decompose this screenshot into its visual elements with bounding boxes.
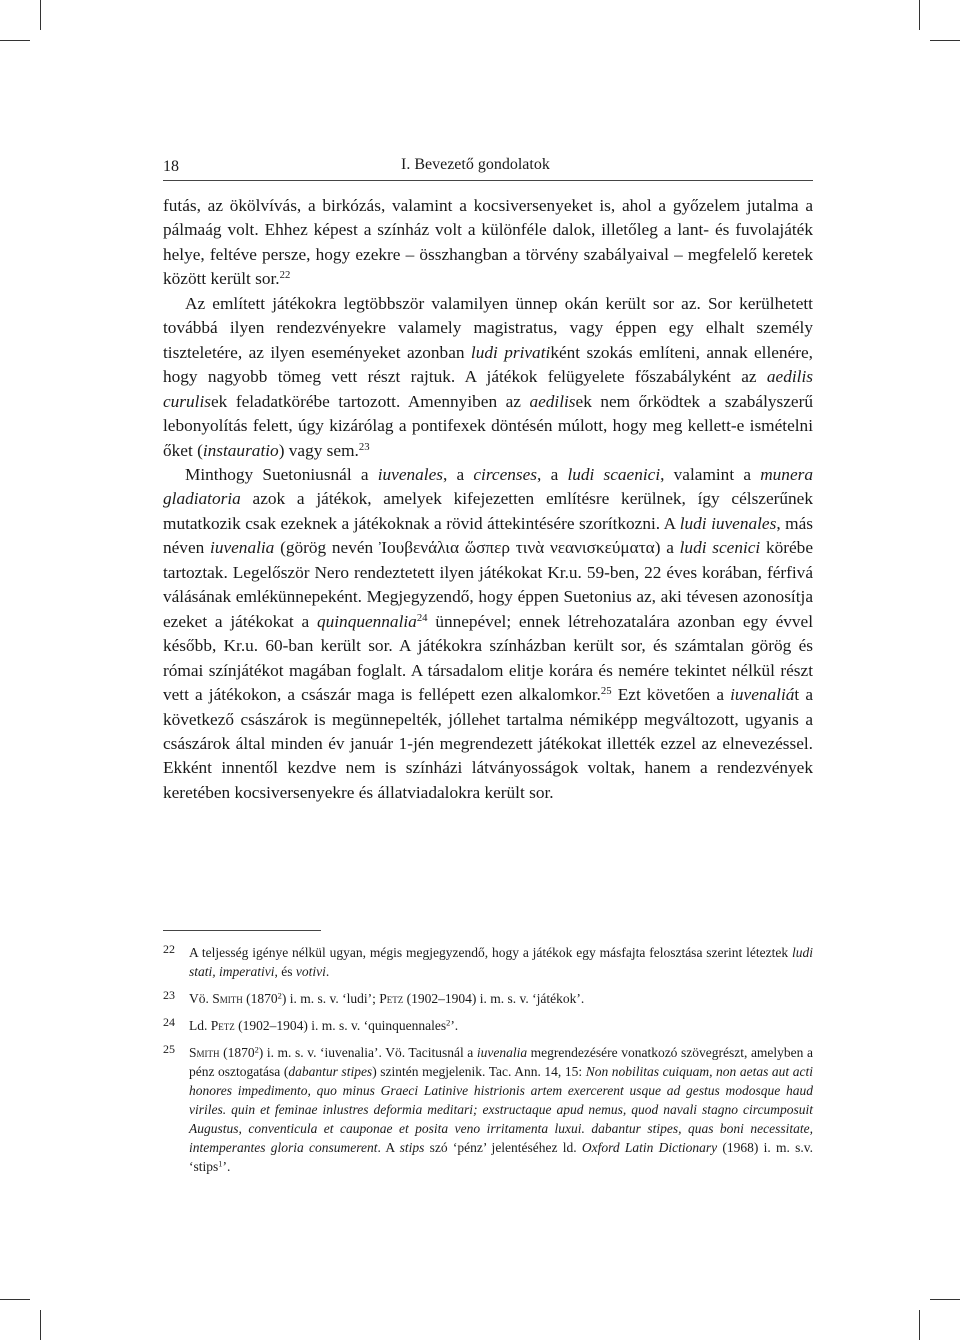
footnote-number: 23 xyxy=(163,988,175,1002)
running-head: I. Bevezető gondolatok xyxy=(401,156,550,173)
crop-mark-bottom-right-h xyxy=(930,1299,960,1300)
crop-mark-top-left-v xyxy=(40,0,41,30)
page-header xyxy=(163,154,813,181)
footnote-number: 25 xyxy=(163,1042,175,1056)
crop-mark-bottom-right-v xyxy=(919,1310,920,1340)
footnote-ref-24[interactable]: 24 xyxy=(416,611,428,624)
footnote-25: 25 Smith (1870$^2$) i. m. s. v. ‘iuvenalia’. Vö. Tacitusnál a iuvenalia megrendezésére vonatkozó szövegrészt, amelyben a pénz osztogatása (dabantur stipes) szintén megjelenik. Tac. Ann. 14, 15: Non nobilitas cuiquam, non aetas aut acti honores impedimento, quo minus Graeci Latinive histrionis artem exercerent usque ad gestus modosque haud viriles. quin et feminae inlustres deformia meditari; exstructaque apud nemus, quod navali stagno circumposuit Augustus, conventicula et cauponae et posita veno irritamenta luxui. dabantur stipes, quas boni necessitate, intemperantes gloria consumerent. A stips szó ‘pénz’ jelentéséhez ld. Oxford Latin Dictionary (1968) i. m. s.v. ‘stips$^1$’. xyxy=(163,1042,813,1174)
paragraph-3: Minthogy Suetoniusnál a iuvenales, a circenses, a ludi scaenici, valamint a munera gladiatoria azok a játékok, amelyek kifejezetten említésre kerülnek, így célszerűnek mutatkozik csak ezeknek a játékoknak a rövid áttekintésére szorítkozni. A ludi iuvenales, más néven iuvenalia (görög nevén Ἰουβενάλια ὥσπερ τινὰ νεανισκεύματα) a ludi scenici körébe tartoztak. Legelőször Nero rendeztetett ilyen játékokat Kr.u. 59-ben, 22 éves korában, férfivá válásának emlékünnepeként. Megjegyzendő, hogy éppen Suetonius az, aki tévesen azonosítja ezeket a játékokat a quinquennalia$^{24}$ ünnepével; ennek létrehozatalára azonban egy évvel később, Kr.u. 60-ban került sor. A játékokra színházban került sor, és számtalan görög és római színjátékot magában foglalt. A társadalom elitje korára és nemére tekintet nélkül részt vett a játékokon, a császár maga is fellépett ezen alkalomkor.$^{25}$ Ezt követően a iuvenaliát a következő császárok is megünnepelték, jóllehet tartalma némiképp megváltozott, ugyanis a császárok által minden év január 1-jén megrendezett játékokat illették ezzel az elnevezéssel. Ekként innentől kezdve nem is színházi látványosságok voltak, hanem a rendezvények keretében kocsiversenyekre és állatviadalokra került sor. xyxy=(163,464,814,802)
footnote-ref-22[interactable]: 22 xyxy=(279,269,291,282)
footnote-number: 24 xyxy=(163,1015,175,1029)
footnote-number: 22 xyxy=(163,942,175,956)
footnote-ref-23[interactable]: 23 xyxy=(358,440,370,453)
crop-mark-bottom-left-v xyxy=(40,1310,41,1340)
footnote-23: 23 Vö. Smith (1870$^2$) i. m. s. v. ‘ludi’; Petz (1902–1904) i. m. s. v. ‘játékok’. xyxy=(163,988,585,1006)
footnote-24: 24 Ld. Petz (1902–1904) i. m. s. v. ‘quinquennales$^2$’. xyxy=(163,1015,459,1033)
crop-mark-top-right-h xyxy=(930,40,960,41)
paragraph-1: futás, az ökölvívás, a birkózás, valamint a kocsiversenyeket is, ahol a győzelem jutalma a pálmaág volt. Ehhez képest a színház volt a különféle dalok, illetőleg a lant- és fuvolajáték helye, feltéve persze, hogy ezekre – összhangban a törvény szabályaival – megfelelő keretek között került sor.$^{22}$ xyxy=(163,196,813,289)
footnote-rule xyxy=(163,930,321,931)
footnote-22: 22 A teljesség igénye nélkül ugyan, mégis megjegyzendő, hogy a játékok egy másfajta felosztása szerint léteztek ludi stati, imperativi, és votivi. xyxy=(163,942,813,979)
footnote-ref-25[interactable]: 25 xyxy=(600,685,612,698)
paragraph-2: Az említett játékokra legtöbbször valamilyen ünnep okán került sor az. Sor kerülhetett továbbá ilyen rendezvényekre valamely magistratus, vagy éppen egy elhalt személy tiszteletére, az ilyen eseményeket azonban ludi privatiként szokás említeni, annak ellenére, hogy nagyobb tömeg vett részt rajtuk. A játékok felügyelete főszabályként az aedilis curulisek feladatkörébe tartozott. Amennyiben az aedilisek nem őrködtek a szabályszerű lebonyolítás felett, úgy kizárólag a pontifexek döntésén múlott, hogy meg kellett-e ismételni őket (instauratio) vagy sem.$^{23}$ xyxy=(163,293,813,460)
footnotes xyxy=(163,943,813,1184)
crop-mark-bottom-left-h xyxy=(0,1299,30,1300)
page-number: 18 xyxy=(163,158,179,175)
crop-mark-top-left-h xyxy=(0,40,30,41)
crop-mark-top-right-v xyxy=(919,0,920,30)
body-text xyxy=(163,194,813,805)
